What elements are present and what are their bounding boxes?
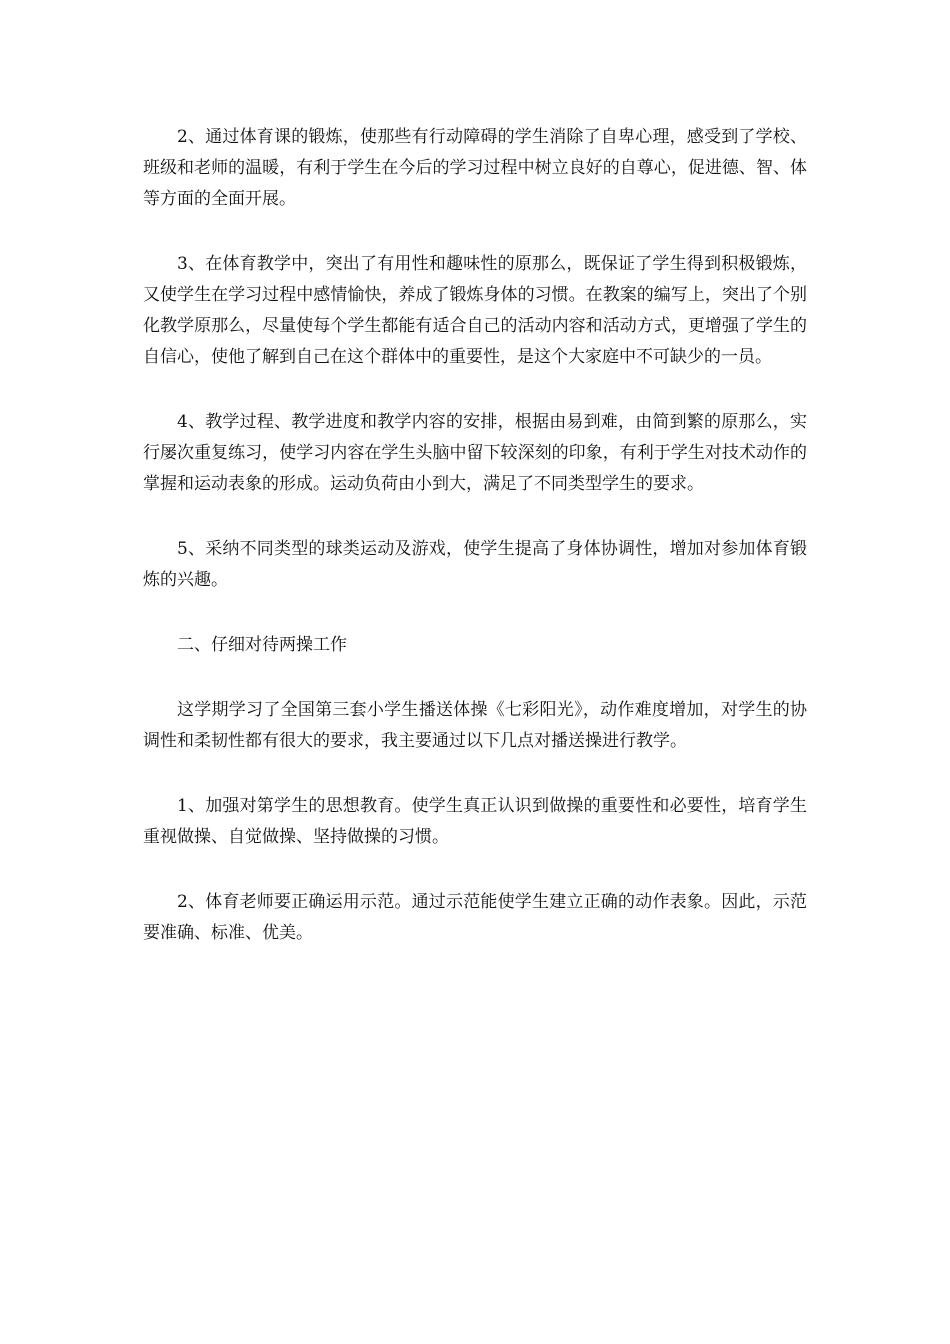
- section-heading: 二、仔细对待两操工作: [177, 635, 347, 655]
- paragraph-point-4: 4、教学过程、教学进度和教学内容的安排，根据由易到难，由简到繁的原那么，实行屡次重复练习，使学习内容在学生头脑中留下较深刻的印象，有利于学生对技术动作的掌握和运动表象的形成。运动负荷由小到大，满足了不同类型学生的要求。: [143, 412, 807, 494]
- paragraph-section-point-2: 2、体育老师要正确运用示范。通过示范能使学生建立正确的动作表象。因此，示范要准确、标准、优美。: [143, 892, 807, 943]
- document-page: [143, 122, 807, 983]
- paragraph-section-point-1: 1、加强对第学生的思想教育。使学生真正认识到做操的重要性和必要性，培育学生重视做操、自觉做操、坚持做操的习惯。: [143, 796, 807, 847]
- paragraph-section-intro: 这学期学习了全国第三套小学生播送体操《七彩阳光》，动作难度增加，对学生的协调性和柔韧性都有很大的要求，我主要通过以下几点对播送操进行教学。: [143, 700, 807, 751]
- paragraph-point-2: 2、通过体育课的锻炼，使那些有行动障碍的学生消除了自卑心理，感受到了学校、班级和老师的温暖，有利于学生在今后的学习过程中树立良好的自尊心，促进德、智、体等方面的全面开展。: [143, 127, 807, 209]
- paragraph-point-3: 3、在体育教学中，突出了有用性和趣味性的原那么，既保证了学生得到积极锻炼，又使学生在学习过程中感情愉快，养成了锻炼身体的习惯。在教案的编写上，突出了个别化教学原那么，尽量使每个学生都能有适合自己的活动内容和活动方式，更增强了学生的自信心，使他了解到自己在这个群体中的重要性，是这个大家庭中不可缺少的一员。: [143, 254, 807, 367]
- paragraph-point-5: 5、采纳不同类型的球类运动及游戏，使学生提高了身体协调性，增加对参加体育锻炼的兴趣。: [143, 539, 807, 590]
